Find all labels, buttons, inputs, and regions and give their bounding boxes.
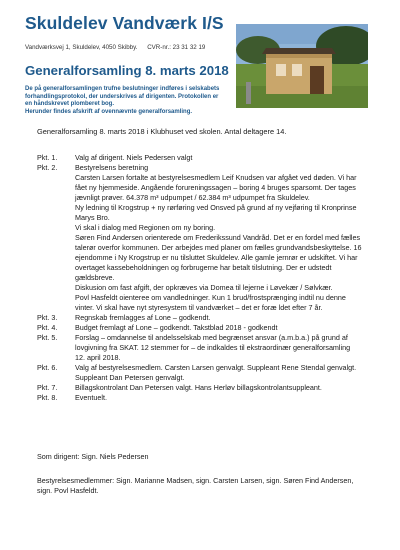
agenda-text: Diskusion om fast afgift, der opkræves via Domea til lejerne i Løvekær / Sølvkær. [75,283,333,292]
agenda-text: Søren Find Andersen orienterede om Frederikssund Vandråd. Det er en fordel med fælles [75,233,361,242]
notice-line: en håndskrevet plomberet bog. [25,101,115,108]
agenda-number: Pkt. 4. [37,323,58,332]
agenda-text: Suppleant Dan Petersen genvalgt. [75,373,185,382]
agenda-text: Marys Bro. [75,213,110,222]
agenda-text: Forslag – omdannelse til andelsselskab med begrænset ansvar (a.m.b.a.) på grund af [75,333,348,342]
agenda-item [37,313,367,323]
agenda-item [37,163,367,313]
board-line: Bestyrelsesmedlemmer: Sign. Marianne Madsen, sign. Carsten Larsen, sign. Søren Find Andersen, [37,476,354,485]
board-line: sign. Povl Hasfeldt. [37,486,99,495]
agenda-text: Vi skal i dialog med Regionen om ny boring. [75,223,216,232]
agenda-item [37,333,367,363]
document-title: Skuldelev Vandværk I/S [25,13,224,33]
agenda-text: ejendomme i Ny Krogstrup er nu tilsluttet Skuldelev. Alle gamle jernrør er udskiftet. Vi har [75,253,358,262]
agenda-text: Regnskab fremlagges af Lone – godkendt. [75,313,211,322]
agenda-text: gældsbreve. [75,273,115,282]
cvr-number: CVR-nr.: 23 31 32 19 [147,44,206,51]
agenda-text: fået ny hjemmeside. Angående forureningssagen – boring 4 bruges sparsomt. Der tages [75,183,356,192]
agenda-text: Bestyrelsens beretning [75,163,149,172]
agenda-text: Valg af dirigent. Niels Pedersen valgt [75,153,193,162]
agenda-item [37,153,367,163]
notice-line: De på generalforsamlingen trufne beslutninger indføres i selskabets [25,86,220,92]
agenda-item [37,393,367,403]
notice-line: Herunder findes afskrift af ovennævnte generalforsamling. [25,108,193,115]
agenda-text: Budget fremlagt af Lone – godkendt. Takstblad 2018 - godkendt [75,323,278,332]
agenda-text: Ny ledning til Krogstrup + ny rørføring ved Onsved på grund af ny vejføring til Kronprinse [75,203,357,212]
agenda-number: Pkt. 8. [37,393,58,402]
agenda-text: lovgivning fra SKAT. 12 stemmer for – de indkaldes til ekstraordinær generalforsamling [75,343,351,352]
agenda-text: Carsten Larsen fortalte at bestyrelsesmedlem Leif Knudsen var afgået ved døden. Vi har [75,173,357,182]
notice-paragraph [25,86,235,116]
waterworks-photo [236,24,368,108]
agenda-list [37,153,367,403]
agenda-number: Pkt. 7. [37,383,58,392]
agenda-text: Povl Hasfeldt oienteree om vandledninger. Kun 1 brud/frostsprænging indtil nu denne [75,293,346,302]
agenda-item [37,363,367,383]
meeting-heading: Generalforsamling 8. marts 2018 [25,63,229,78]
notice-line: forhandlingsprotokol, der underskrives af dirigenten. Protokollen er [25,93,219,100]
address-text: Vandværksvej 1, Skuldelev, 4050 Skibby. [25,44,138,51]
agenda-text: Eventuelt. [75,393,107,402]
board-signatures [37,476,367,496]
agenda-text: 12. april 2018. [75,353,121,362]
agenda-number: Pkt. 5. [37,333,58,342]
agenda-text: overtaget kassebeholdningen og forbrugerne har betalt tilslutning. Der er udstedt [75,263,332,272]
agenda-item [37,383,367,393]
chair-signature: Som dirigent: Sign. Niels Pedersen [37,452,149,461]
agenda-item [37,323,367,333]
agenda-text: vinter. Vi skal have nyt styresystem til vandværket – det er foræ ldet efter 7 år. [75,303,323,312]
agenda-text: talerør overfor kommunen. Der arbejdes med planer om fælles grundvandsbeskyttelse. 16 [75,243,362,252]
agenda-text: jævnligt prøver. 64.378 m³ udpumpet / 62.384 m³ udpumpet fra Skuldelev. [75,193,310,202]
agenda-number: Pkt. 3. [37,313,58,322]
agenda-text: Valg af bestyrelsesmedlem. Carsten Larsen genvalgt. Suppleant Rene Stendal genvalgt. [75,363,357,372]
agenda-number: Pkt. 2. [37,163,58,172]
address-line [25,44,205,51]
agenda-number: Pkt. 6. [37,363,58,372]
meeting-intro: Generalforsamling 8. marts 2018 i Klubhuset ved skolen. Antal deltagere 14. [37,127,287,136]
agenda-number: Pkt. 1. [37,153,58,162]
agenda-text: Billagskontrolant Dan Petersen valgt. Hans Herløv billagskontrolantsuppleant. [75,383,322,392]
